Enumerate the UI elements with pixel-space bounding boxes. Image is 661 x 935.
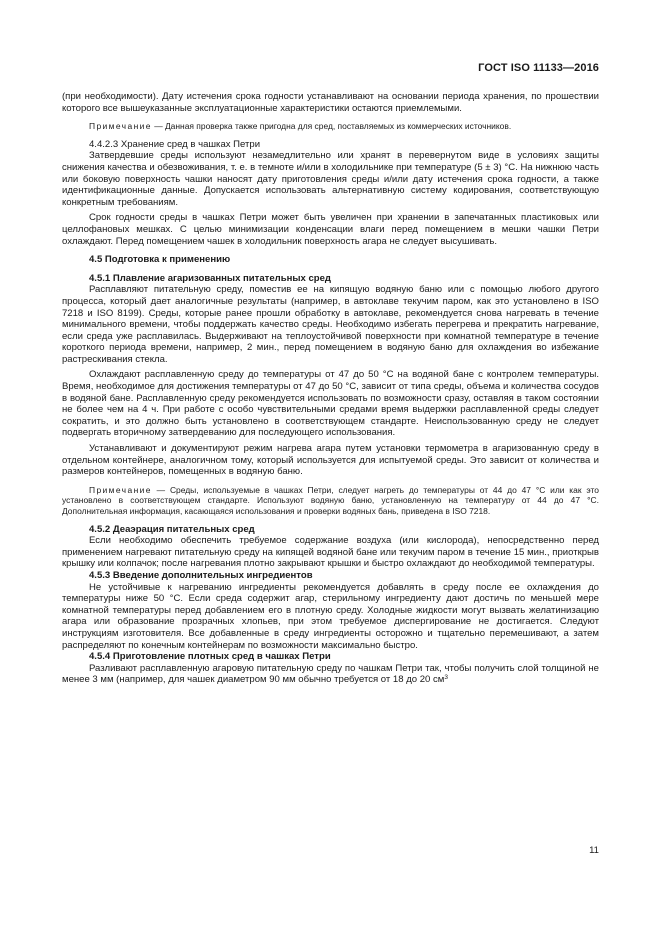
section-4-4-2-3-title: 4.4.2.3 Хранение сред в чашках Петри <box>89 138 261 150</box>
page-number: 11 <box>589 845 599 856</box>
section-4-5-1-title: 4.5.1 Плавление агаризованных питательных сред <box>89 272 331 284</box>
note-2 <box>62 485 599 517</box>
document-code-header: ГОСТ ISO 11133—2016 <box>478 62 599 74</box>
section-4-5-title: 4.5 Подготовка к применению <box>89 254 231 266</box>
section-4-5-4-text: Разливают расплавленную агаровую питательную среду по чашкам Петри так, чтобы получить слой толщиной не менее 3 мм (например, для чашек диаметром 90 мм обычно требуется от 18 до 20 см <box>62 662 599 686</box>
section-4-5-1-paragraph-2: Охлаждают расплавленную среду до температуры от 47 до 50 °С на водяной бане с контролем температуры. Время, необходимое для достижения температуры от 47 до 50 °С, зависит от типа среды, объема и количества сосудов в водяной бане. Расплавленную среду рекомендуется использовать по возможности сразу, оставляя в таком состоянии не более чем на 4 ч. При работе с особо чувствительными средами время выдержки расплавленной среды следует сократить, и это должно быть установлено в соответствующем стандарте. Неиспользованную среду не следует подвергать вторичному затвердеванию для последующего использования. <box>62 369 599 439</box>
section-4-4-2-3-paragraph-1: Затвердевшие среды используют незамедлительно или хранят в перевернутом виде в условиях защиты снижения качества и обезвоживания, т. е. в темноте и/или в холодильнике при температуре (5 ± 3) °С. На нижнюю часть или боковую поверхность чашки наносят дату приготовления среды и/или дату истечения срока годности, а также идентификационные данные. Допускается использовать альтернативную систему кодирования, соответствующую конкретным требованиям. <box>62 150 599 208</box>
section-4-5-2-paragraph-1: Если необходимо обеспечить требуемое содержание воздуха (или кислорода), непосредственно перед применением нагревают питательную среду на кипящей водяной бане или текучим паром в течение 15 мин., приоткрыв крышку или колпачок; после нагревания плотно закрывают крышки и быстро охлаждают до необходимой температуры. <box>62 535 599 570</box>
section-4-5-4-paragraph-1 <box>62 663 599 686</box>
section-4-5-3-title: 4.5.3 Введение дополнительных ингредиентов <box>89 569 313 581</box>
document-body <box>62 91 599 686</box>
section-4-5-1-paragraph-3: Устанавливают и документируют режим нагрева агара путем установки термометра в агаризованную среду в отдельном контейнере, аналогичном тому, который используется для испытуемой среды. Это зависит от количества и размеров контейнеров, помещенных в водяную баню. <box>62 443 599 478</box>
section-4-5-3-paragraph-1: Не устойчивые к нагреванию ингредиенты рекомендуется добавлять в среду после ее охлаждения до температуры ниже 50 °С. Если среда содержит агар, стерильному ингредиенту дают достичь по меньшей мере комнатной температуры перед добавлением его в плотную среду. Холодные жидкости могут вызвать желатинизацию агара или образование прозрачных хлопьев, при этом требуемое диспергирование не достигается. Следуют инструкциям изготовителя. Все добавленные в среду ингредиенты осторожно и тщательно перемешивают, а затем распределяют по конечным контейнерам по возможности максимально быстро. <box>62 581 599 651</box>
note-1 <box>62 121 599 132</box>
superscript-3: 3 <box>444 674 448 682</box>
note-1-text: — Данная проверка также пригодна для сред, поставляемых из коммерческих источников. <box>151 121 512 132</box>
section-4-5-4-title: 4.5.4 Приготовление плотных сред в чашках Петри <box>89 651 331 663</box>
note-2-text: — Среды, используемые в чашках Петри, следует нагреть до температуры от 44 до 47 °С или как это установлено в соответствующем стандарте. Используют водяную баню, установленную на температуру от 44 до 47 °С. Дополнительная информация, касающаяся использования и проверки водяных бань, приведена в ISO 7218. <box>62 484 599 516</box>
note-label: Примечание <box>89 484 152 495</box>
section-4-5-1-paragraph-1: Расплавляют питательную среду, поместив ее на кипящую водяную баню или с помощью любого другого процесса, который дает аналогичные результаты (например, в автоклаве текучим паром, как это установлено в ISO 7218 и ISO 8199). Среды, которые ранее прошли обработку в автоклаве, рекомендуется снова нагревать в течение минимального времени, чтобы поддержать качество среды. Необходимо избегать перегрева и прекратить нагревание, если среда уже расплавилась. Выдерживают на теплоустойчивой поверхности при комнатной температуре в течение короткого периода времени, например, 2 мин., перед помещением в водяную баню для охлаждения во избежание растрескивания стекла. <box>62 284 599 365</box>
section-4-4-2-3-paragraph-2: Срок годности среды в чашках Петри может быть увеличен при хранении в запечатанных пластиковых или целлофановых мешках. С целью минимизации конденсации влаги перед помещением в мешки чашки Петри охлаждают. Перед помещением чашек в холодильник поверхность агара не следует высушивать. <box>62 212 599 247</box>
section-4-5-2-title: 4.5.2 Деаэрация питательных сред <box>89 523 255 535</box>
note-label: Примечание <box>89 121 152 132</box>
paragraph-intro: (при необходимости). Дату истечения срока годности устанавливают на основании периода хранения, по прошествии которого все вышеуказанные эксплуатационные характеристики остаются приемлемыми. <box>62 91 599 114</box>
